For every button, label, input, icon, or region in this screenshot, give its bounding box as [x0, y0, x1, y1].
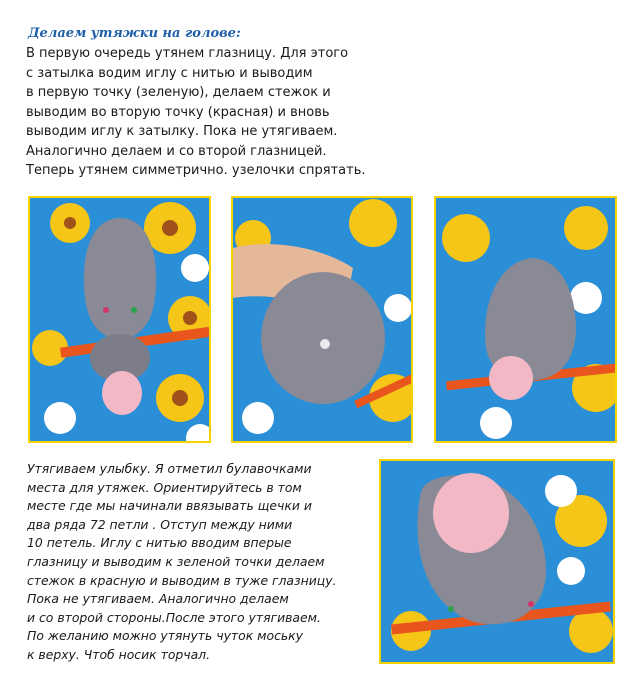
body-line: месте где мы начинали ввязывать щечки и — [27, 498, 312, 514]
intro-line: Теперь утянем симметрично. узелочки спрятать. — [26, 163, 366, 178]
intro-line: выводим иглу к затылку. Пока не утягиваем. — [26, 124, 338, 139]
photo-smile-tightening — [379, 459, 615, 664]
body-line: По желанию можно утянуть чуток моську — [27, 628, 304, 644]
intro-paragraph — [26, 44, 366, 181]
photo-side-view — [434, 196, 617, 443]
intro-line: Аналогично делаем и со второй глазницей. — [26, 143, 327, 159]
intro-line: В первую очередь утянем глазницу. Для этого — [26, 46, 349, 61]
intro-line: выводим во вторую точку (красная) и вновь — [26, 104, 330, 120]
smile-instructions — [27, 460, 367, 665]
body-line: места для утяжек. Ориентируйтесь в том — [27, 479, 302, 495]
body-line: Пока не утягиваем. Аналогично делаем — [27, 591, 289, 607]
body-line: два ряда 72 петли . Отступ между ними — [27, 516, 293, 532]
body-line: и со второй стороны.После этого утягиваем. — [27, 609, 321, 625]
section-heading: Делаем утяжки на голове: — [28, 26, 241, 41]
photo-back-of-head — [231, 196, 413, 443]
photo-front-view — [28, 196, 211, 443]
intro-line: в первую точку (зеленую), делаем стежок и — [26, 85, 331, 100]
body-line: к верху. Чтоб носик торчал. — [27, 646, 211, 662]
body-line: Утягиваем улыбку. Я отметил булавочками — [27, 461, 312, 476]
intro-line: с затылка водим иглу с нитью и выводим — [26, 65, 313, 81]
body-line: 10 петель. Иглу с нитью вводим вперые — [27, 535, 292, 551]
body-line: стежок в красную и выводим в тужe глазницу. — [27, 572, 337, 588]
body-line: глазницу и выводим к зеленой точки делаем — [27, 553, 325, 569]
